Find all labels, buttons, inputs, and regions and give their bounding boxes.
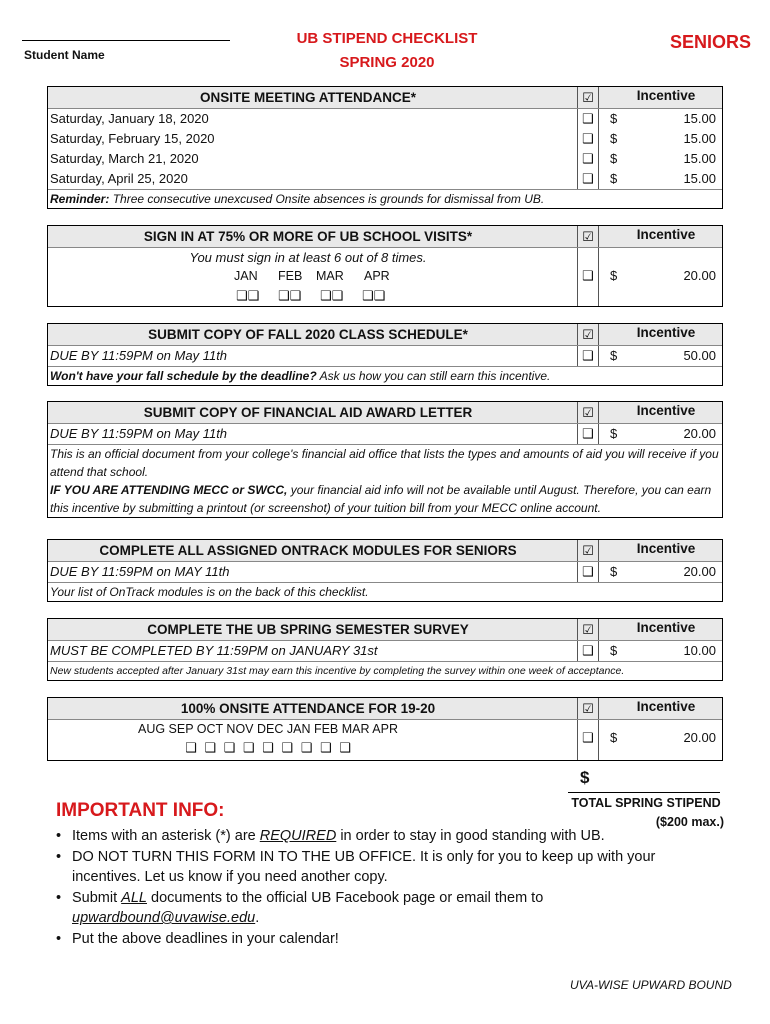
incentive-amount: 15.00 bbox=[683, 111, 716, 126]
checked-header-icon: ☑ bbox=[577, 226, 599, 247]
checkbox-icon[interactable]: ❑ ❑ ❑ ❑ ❑ ❑ ❑ ❑ ❑ bbox=[185, 740, 351, 755]
month-feb: FEB bbox=[278, 269, 303, 283]
list-item: • DO NOT TURN THIS FORM IN TO THE UB OFFICE. It is only for you to keep up with your incentives. Let us know if you need another copy. bbox=[56, 847, 676, 888]
checked-header-icon: ☑ bbox=[577, 619, 599, 640]
incentive-amount: 50.00 bbox=[683, 348, 716, 363]
total-label: TOTAL SPRING STIPEND bbox=[571, 796, 721, 810]
section-title: COMPLETE ALL ASSIGNED ONTRACK MODULES FOR SENIORS bbox=[99, 543, 517, 558]
page-title: UB STIPEND CHECKLIST bbox=[296, 30, 478, 47]
total-max: ($200 max.) bbox=[655, 815, 724, 829]
incentive-amount: 20.00 bbox=[683, 730, 716, 745]
financial-aid-note: This is an official document from your college's financial aid office that lists the types and amounts of aid you will receive if you attend that school. IF YOU ARE ATTENDING MECC or SWCC, your financial aid info will not be available until August. Therefore, you can earn this incentive by submitting a printout (or screenshot) of your tuition bill from your MECC online account. bbox=[48, 444, 722, 517]
dollar-sign: $ bbox=[610, 643, 618, 658]
table-row bbox=[48, 562, 722, 582]
audience-label: SENIORS bbox=[670, 32, 752, 52]
dollar-sign: $ bbox=[610, 111, 618, 126]
incentive-amount: 20.00 bbox=[683, 564, 716, 579]
incentive-header: Incentive bbox=[636, 541, 696, 556]
checkbox-icon[interactable]: ❑ bbox=[582, 131, 594, 146]
section-school-visits bbox=[47, 225, 723, 307]
reminder-note: Reminder: Three consecutive unexcused Onsite absences is grounds for dismissal from UB. bbox=[48, 189, 722, 208]
dollar-sign: $ bbox=[610, 171, 618, 186]
email-link[interactable]: upwardbound@uvawise.edu bbox=[72, 910, 256, 926]
month-mar: MAR bbox=[316, 269, 344, 283]
dollar-sign: $ bbox=[610, 426, 618, 441]
list-item: • Put the above deadlines in your calendar! bbox=[56, 929, 676, 950]
section-title: COMPLETE THE UB SPRING SEMESTER SURVEY bbox=[147, 622, 469, 637]
dollar-sign: $ bbox=[610, 348, 618, 363]
page-term: SPRING 2020 bbox=[339, 54, 435, 71]
incentive-header: Incentive bbox=[636, 699, 696, 714]
checkbox-icon[interactable]: ❑❑ bbox=[320, 288, 344, 303]
checkbox-icon[interactable]: ❑ bbox=[582, 643, 594, 658]
attendance-months: AUG SEP OCT NOV DEC JAN FEB MAR APR bbox=[137, 722, 398, 736]
incentive-header: Incentive bbox=[636, 325, 696, 340]
section-title: 100% ONSITE ATTENDANCE FOR 19-20 bbox=[180, 701, 436, 716]
table-row bbox=[48, 641, 722, 661]
table-row bbox=[48, 346, 722, 366]
checkbox-icon[interactable]: ❑ bbox=[582, 111, 594, 126]
student-name-label: Student Name bbox=[24, 48, 105, 62]
checked-header-icon: ☑ bbox=[577, 87, 599, 108]
checkbox-icon[interactable]: ❑ bbox=[582, 348, 594, 363]
month-jan: JAN bbox=[234, 269, 258, 283]
section-onsite-meeting bbox=[47, 86, 723, 209]
section-onsite-attendance bbox=[47, 697, 723, 761]
list-item: • Submit ALL documents to the official UB Facebook page or email them to upwardbound@uvawise.edu. bbox=[56, 888, 676, 929]
dollar-sign: $ bbox=[610, 268, 618, 283]
ontrack-note: Your list of OnTrack modules is on the back of this checklist. bbox=[48, 582, 722, 601]
checked-header-icon: ☑ bbox=[577, 324, 599, 345]
dollar-sign: $ bbox=[610, 564, 618, 579]
checkbox-icon[interactable]: ❑❑ bbox=[236, 288, 260, 303]
dollar-sign: $ bbox=[610, 131, 618, 146]
checked-header-icon: ☑ bbox=[577, 698, 599, 719]
due-date: DUE BY 11:59PM on May 11th bbox=[50, 426, 228, 441]
table-row bbox=[48, 424, 722, 444]
incentive-header: Incentive bbox=[636, 227, 696, 242]
due-date: DUE BY 11:59PM on MAY 11th bbox=[50, 564, 230, 579]
checkbox-icon[interactable]: ❑ bbox=[582, 426, 594, 441]
section-ontrack-modules bbox=[47, 539, 723, 602]
section-title: SUBMIT COPY OF FINANCIAL AID AWARD LETTER bbox=[143, 405, 473, 420]
visit-requirement: You must sign in at least 6 out of 8 times. bbox=[189, 250, 427, 265]
incentive-amount: 15.00 bbox=[683, 131, 716, 146]
table-row bbox=[48, 169, 722, 189]
section-financial-aid bbox=[47, 401, 723, 518]
dollar-sign: $ bbox=[610, 151, 618, 166]
important-list bbox=[56, 826, 676, 949]
meeting-date: Saturday, February 15, 2020 bbox=[50, 131, 215, 146]
meeting-date: Saturday, January 18, 2020 bbox=[50, 111, 209, 126]
checked-header-icon: ☑ bbox=[577, 402, 599, 423]
table-row bbox=[48, 129, 722, 149]
month-apr: APR bbox=[364, 269, 390, 283]
checkbox-icon[interactable]: ❑❑ bbox=[278, 288, 302, 303]
incentive-amount: 15.00 bbox=[683, 171, 716, 186]
checkbox-icon[interactable]: ❑ bbox=[582, 564, 594, 579]
checkbox-icon[interactable]: ❑ bbox=[582, 151, 594, 166]
section-class-schedule bbox=[47, 323, 723, 386]
table-row bbox=[48, 149, 722, 169]
footer-text: UVA-WISE UPWARD BOUND bbox=[570, 978, 732, 992]
meeting-date: Saturday, March 21, 2020 bbox=[50, 151, 199, 166]
incentive-amount: 20.00 bbox=[683, 268, 716, 283]
incentive-header: Incentive bbox=[636, 403, 696, 418]
incentive-header: Incentive bbox=[636, 620, 696, 635]
incentive-amount: 10.00 bbox=[683, 643, 716, 658]
student-name-line[interactable] bbox=[22, 40, 230, 41]
dollar-sign: $ bbox=[610, 730, 618, 745]
list-item: • Items with an asterisk (*) are REQUIRED in order to stay in good standing with UB. bbox=[56, 826, 676, 847]
table-row bbox=[48, 109, 722, 129]
due-date: MUST BE COMPLETED BY 11:59PM on JANUARY 31st bbox=[50, 643, 378, 658]
total-dollar-sign: $ bbox=[580, 768, 590, 787]
section-spring-survey bbox=[47, 618, 723, 681]
checkbox-icon[interactable]: ❑ bbox=[582, 171, 594, 186]
incentive-header: Incentive bbox=[636, 88, 696, 103]
schedule-note: Won't have your fall schedule by the deadline? Ask us how you can still earn this incentive. bbox=[48, 366, 722, 385]
checkbox-icon[interactable]: ❑ bbox=[582, 730, 594, 745]
survey-note: New students accepted after January 31st may earn this incentive by completing the survey within one week of acceptance. bbox=[48, 661, 722, 680]
meeting-date: Saturday, April 25, 2020 bbox=[50, 171, 188, 186]
due-date: DUE BY 11:59PM on May 11th bbox=[50, 348, 228, 363]
section-title: SUBMIT COPY OF FALL 2020 CLASS SCHEDULE* bbox=[148, 327, 468, 342]
checked-header-icon: ☑ bbox=[577, 540, 599, 561]
total-input-line[interactable] bbox=[568, 792, 720, 793]
section-title: ONSITE MEETING ATTENDANCE* bbox=[199, 90, 416, 105]
checkbox-icon[interactable]: ❑❑ bbox=[362, 288, 386, 303]
incentive-amount: 15.00 bbox=[683, 151, 716, 166]
section-title: SIGN IN AT 75% OR MORE OF UB SCHOOL VISITS* bbox=[143, 229, 473, 244]
checkbox-icon[interactable]: ❑ bbox=[582, 268, 594, 283]
incentive-amount: 20.00 bbox=[683, 426, 716, 441]
important-title: IMPORTANT INFO: bbox=[56, 800, 225, 821]
